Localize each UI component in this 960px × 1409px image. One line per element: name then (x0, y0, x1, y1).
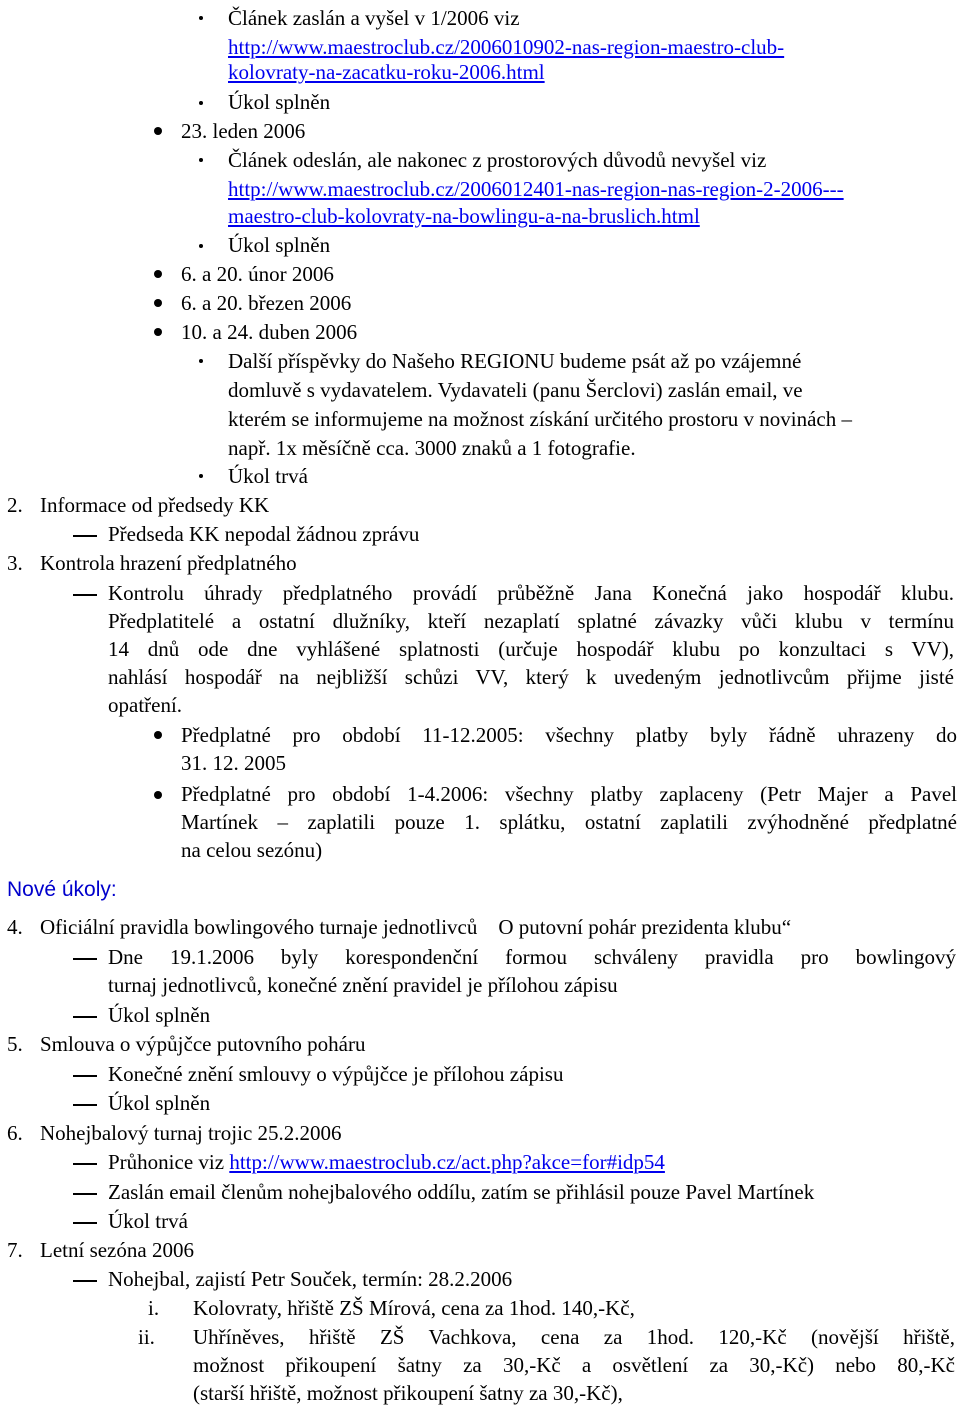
link-article-1-cont[interactable]: kolovraty-na-zacatku-roku-2006.html (228, 60, 545, 84)
bullet-text: Předplatné pro období 1-4.2006: všechny platby zaplaceny (Petr Majer a Pavel (181, 782, 957, 806)
section-number: 2. (7, 493, 23, 517)
text-line: Dne 19.1.2006 byly korespondenční formou schváleny pravidla pro bowlingový (108, 945, 956, 969)
text-line: Předseda KK nepodal žádnou zprávu (108, 522, 420, 546)
paragraph-line: kterém se informujeme na možnost získání určitého prostoru v novinách – (228, 407, 853, 431)
bullet-small (199, 158, 203, 162)
new-tasks-heading: Nové úkoly: (7, 878, 117, 901)
status-text: Úkol trvá (228, 464, 308, 488)
link-article-2[interactable]: http://www.maestroclub.cz/2006012401-nas-region-nas-region-2-2006--- (228, 177, 844, 201)
text-prefix: Průhonice viz (108, 1150, 230, 1174)
section-heading: Kontrola hrazení předplatného (40, 551, 297, 575)
section-heading: Oficiální pravidla bowlingového turnaje jednotlivců O putovní pohár prezidenta klubu“ (40, 915, 792, 939)
bullet-text: Předplatné pro období 11-12.2005: všechny platby byly řádně uhrazeny do (181, 723, 957, 747)
text-line: Nohejbal, zajistí Petr Souček, termín: 28.2.2006 (108, 1267, 513, 1291)
dash-bullet (73, 1075, 97, 1077)
section-number: 3. (7, 551, 23, 575)
status-text: Úkol splněn (108, 1003, 211, 1027)
dash-bullet (73, 1222, 97, 1224)
bullet-small (199, 101, 203, 105)
bullet-round (154, 127, 162, 135)
list-item-text: možnost přikoupení šatny za 30,-Kč a osvětlení za 30,-Kč) nebo 80,-Kč (193, 1353, 955, 1377)
text-line: Zaslán email členům nohejbalového oddílu, zatím se přihlásil pouze Pavel Martínek (108, 1180, 815, 1204)
bullet-small (199, 474, 203, 478)
date-line: 10. a 24. duben 2006 (181, 320, 358, 344)
dash-bullet (73, 1163, 97, 1165)
bullet-text: 31. 12. 2005 (181, 751, 286, 775)
paragraph-line: Kontrolu úhrady předplatného provádí průběžně Jana Konečná jako hospodář klubu. (108, 581, 954, 605)
paragraph-line: Další příspěvky do Našeho REGIONU budeme psát až po vzájemné (228, 349, 802, 373)
bullet-round (154, 731, 162, 739)
section-number: 6. (7, 1121, 23, 1145)
list-item-text: (starší hřiště, možnost přikoupení šatny za 30,-Kč), (193, 1381, 623, 1405)
list-item-text: Kolovraty, hřiště ZŠ Mírová, cena za 1hod. 140,-Kč, (193, 1296, 635, 1320)
section-number: 4. (7, 915, 23, 939)
bullet-round (154, 299, 162, 307)
bullet-text: Martínek – zaplatili pouze 1. splátku, ostatní zaplatili zvýhodněné předplatné (181, 810, 957, 834)
paragraph-line: např. 1x měsíčně cca. 3000 znaků a 1 fotografie. (228, 436, 636, 460)
section-number: 7. (7, 1238, 23, 1262)
status-text: Úkol splněn (228, 233, 331, 257)
text-line: Článek odeslán, ale nakonec z prostorových důvodů nevyšel viz (228, 148, 767, 172)
bullet-round (154, 270, 162, 278)
bullet-small (199, 359, 203, 363)
paragraph-line: nahlásí hospodář na nejbližší schůzi VV, který k uvedeným jednotlivcům přijme jisté (108, 665, 954, 689)
text-line: Konečné znění smlouvy o výpůjčce je přílohou zápisu (108, 1062, 564, 1086)
paragraph-line: opatření. (108, 693, 183, 717)
section-heading: Informace od předsedy KK (40, 493, 270, 517)
dash-bullet (73, 535, 97, 537)
roman-number: ii. (138, 1325, 155, 1349)
status-text: Úkol splněn (228, 90, 331, 114)
section-number: 5. (7, 1032, 23, 1056)
section-heading: Letní sezóna 2006 (40, 1238, 194, 1262)
paragraph-line: domluvě s vydavatelem. Vydavateli (panu Šerclovi) zaslán email, ve (228, 378, 803, 402)
date-line: 23. leden 2006 (181, 119, 306, 143)
section-heading: Nohejbalový turnaj trojic 25.2.2006 (40, 1121, 342, 1145)
dash-bullet (73, 1104, 97, 1106)
status-text: Úkol trvá (108, 1209, 188, 1233)
text-line: turnaj jednotlivců, konečné znění pravidel je přílohou zápisu (108, 973, 618, 997)
bullet-small (199, 16, 203, 20)
date-line: 6. a 20. březen 2006 (181, 291, 352, 315)
date-line: 6. a 20. únor 2006 (181, 262, 334, 286)
list-item-text: Uhříněves, hřiště ZŠ Vachkova, cena za 1hod. 120,-Kč (novější hřiště, (193, 1325, 955, 1349)
bullet-round (154, 328, 162, 336)
dash-bullet (73, 958, 97, 960)
roman-number: i. (148, 1296, 160, 1320)
bullet-text: na celou sezónu) (181, 838, 323, 862)
dash-bullet (73, 594, 97, 596)
dash-bullet (73, 1193, 97, 1195)
text-line: Článek zaslán a vyšel v 1/2006 viz (228, 6, 520, 30)
status-text: Úkol splněn (108, 1091, 211, 1115)
bullet-round (154, 791, 162, 799)
text-line (108, 1148, 665, 1177)
dash-bullet (73, 1280, 97, 1282)
dash-bullet (73, 1016, 97, 1018)
link-article-1[interactable]: http://www.maestroclub.cz/2006010902-nas-region-maestro-club- (228, 35, 785, 59)
paragraph-line: 14 dnů ode dne vyhlášené splatnosti (určuje hospodář klubu po konzultaci s VV), (108, 637, 954, 661)
link-article-2-cont[interactable]: maestro-club-kolovraty-na-bowlingu-a-na-bruslich.html (228, 204, 700, 228)
section-heading: Smlouva o výpůjčce putovního poháru (40, 1032, 366, 1056)
link-nohejbal[interactable]: http://www.maestroclub.cz/act.php?akce=for#idp54 (229, 1150, 665, 1174)
paragraph-line: Předplatitelé a ostatní dlužníky, kteří nezaplatí splatné závazky vůči klubu v termínu (108, 609, 954, 633)
bullet-small (199, 244, 203, 248)
